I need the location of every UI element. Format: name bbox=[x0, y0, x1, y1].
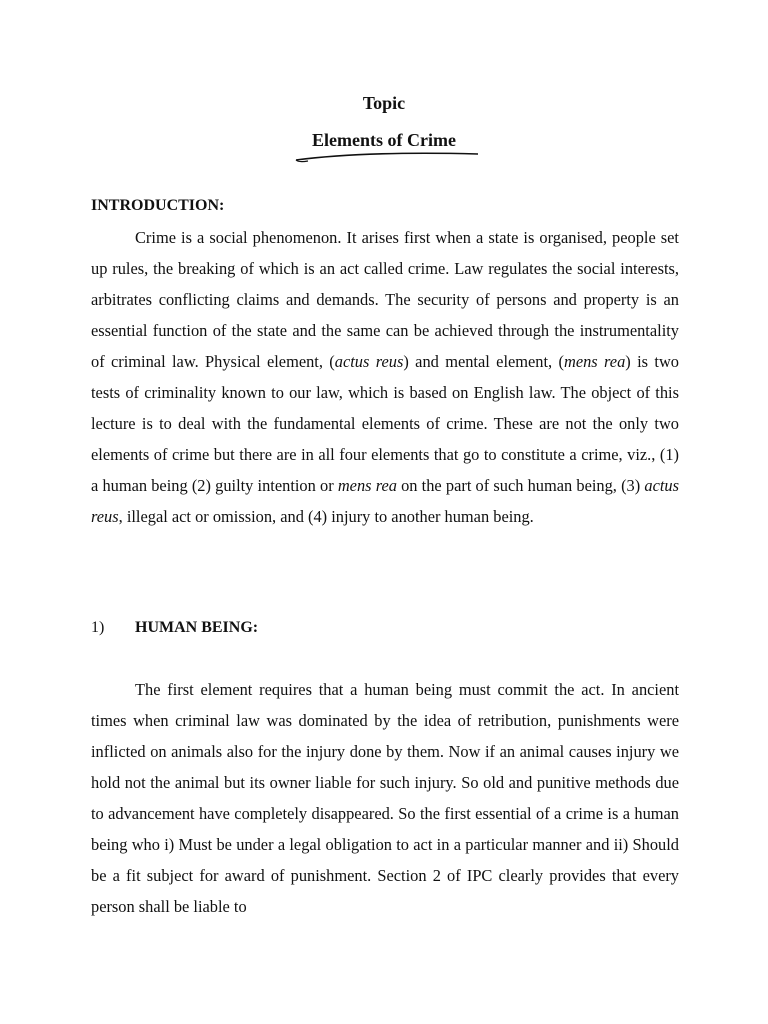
title-underline bbox=[292, 150, 482, 170]
intro-text-4: on the part of such human being, (3) bbox=[396, 476, 645, 495]
intro-italic-3: mens rea bbox=[337, 476, 397, 495]
intro-text-3: ) is two tests of criminality known to our law, which is based on English law. The object of this lecture is to deal with the fundamental elements of crime. These are not the only two elements of crime but there are in all four elements that go to constitute a crime, viz., (1) a human being (2) guilty intention or bbox=[91, 352, 679, 495]
intro-text-2: ) and mental element, ( bbox=[403, 352, 564, 371]
intro-italic-1: actus reus bbox=[334, 352, 404, 371]
page-title: Elements of Crime bbox=[312, 130, 456, 150]
section-number: 1) bbox=[91, 619, 105, 636]
section-paragraph: The first element requires that a human being must commit the act. In ancient times when criminal law was dominated by the idea of retribution, punishments were inflicted on animals also for the injury done by them. Now if an animal causes injury we hold not the animal but its owner liable for such injury. So old and punitive methods due to advancement have completely disappeared. So the first essential of a crime is a human being who i) Must be under a legal obligation to act in a particular manner and ii) Should be a fit subject for award of punishment. Section 2 of IPC clearly provides that every person shall be liable to bbox=[91, 680, 679, 916]
intro-text-5: , illegal act or omission, and (4) injury to another human being. bbox=[118, 507, 534, 526]
introduction-heading: INTRODUCTION: bbox=[91, 197, 225, 214]
introduction-paragraph bbox=[91, 222, 679, 532]
intro-italic-2: mens rea bbox=[563, 352, 626, 371]
intro-italic-4: actus reus bbox=[91, 476, 679, 526]
section-heading: HUMAN BEING: bbox=[135, 619, 259, 636]
intro-text-1: Crime is a social phenomenon. It arises first when a state is organised, people set up rules, the breaking of which is an act called crime. Law regulates the social interests, arbitrates conflicting claims and demands. The security of persons and property is an essential function of the state and the same can be achieved through the instrumentality of criminal law. Physical element, ( bbox=[91, 228, 679, 371]
topic-label: Topic bbox=[362, 93, 406, 113]
